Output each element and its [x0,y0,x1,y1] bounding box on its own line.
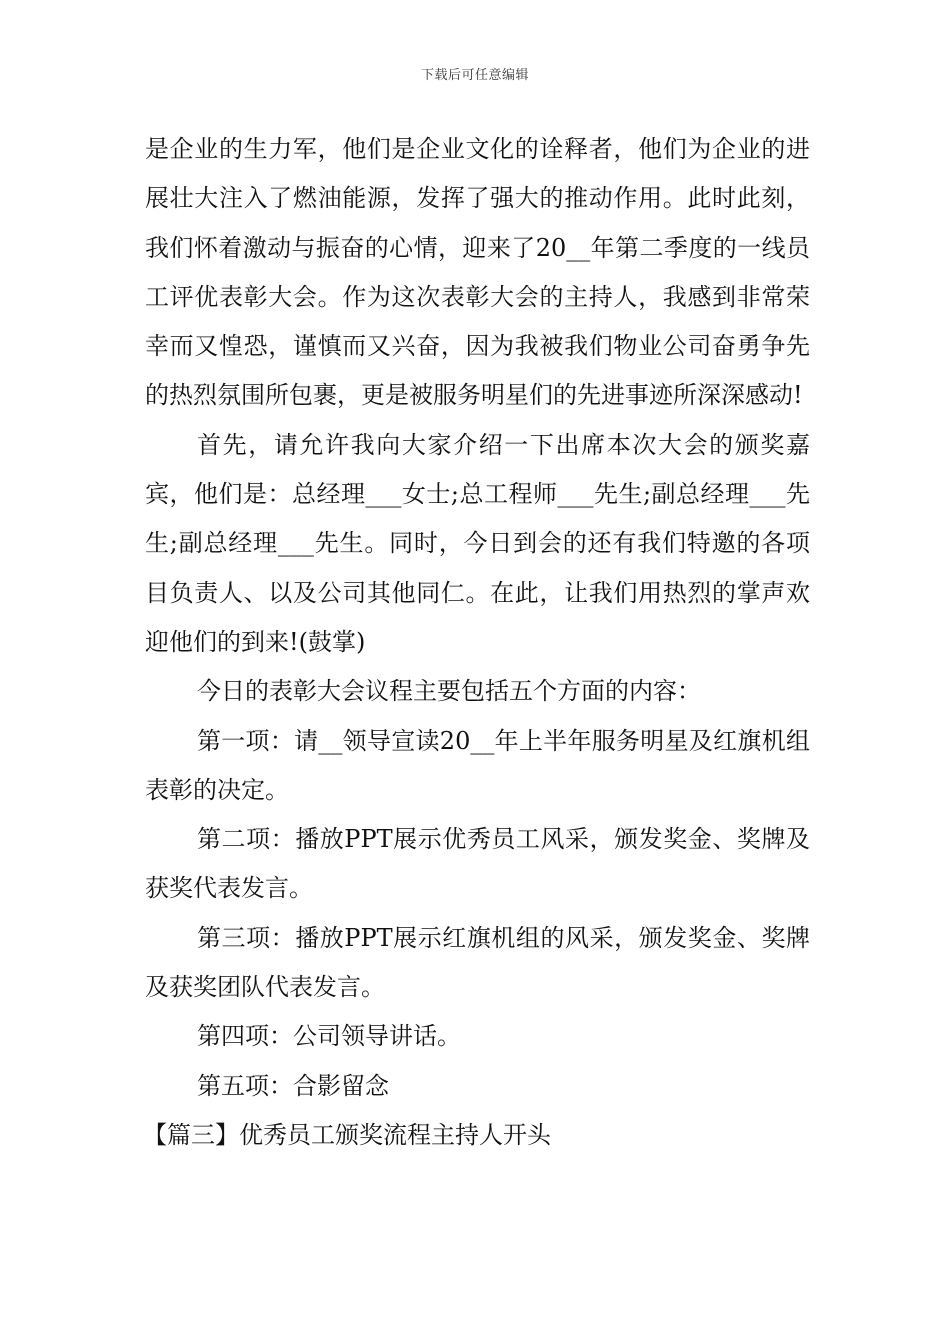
paragraph-intro: 是企业的生力军，他们是企业文化的诠释者，他们为企业的进展壮大注入了燃油能源，发挥了强大的推动作用。此时此刻，我们怀着激动与振奋的心情，迎来了20__年第二季度的一线员工评优表彰大会。作为这次表彰大会的主持人，我感到非常荣幸而又惶恐，谨慎而又兴奋，因为我被我们物业公司奋勇争先的热烈氛围所包裹，更是被服务明星们的先进事迹所深深感动! [145,135,810,410]
paragraph-guests: 首先，请允许我向大家介绍一下出席本次大会的颁奖嘉宾，他们是：总经理___女士;总工程师___先生;副总经理___先生;副总经理___先生。同时，今日到会的还有我们特邀的各项目负责人、以及公司其他同仁。在此，让我们用热烈的掌声欢迎他们的到来!(鼓掌) [145,430,810,656]
agenda-item-5: 第五项：合影留念 [197,1071,389,1100]
agenda-item-1: 第一项：请__领导宣读20__年上半年服务明星及红旗机组表彰的决定。 [145,726,810,804]
agenda-item-4: 第四项：公司领导讲话。 [197,1022,461,1051]
agenda-item-2: 第二项：播放PPT展示优秀员工风采，颁发奖金、奖牌及获奖代表发言。 [145,825,810,903]
document-body [145,125,810,1160]
paragraph-agenda: 今日的表彰大会议程主要包括五个方面的内容： [197,677,701,706]
section-heading: 【篇三】优秀员工颁奖流程主持人开头 [143,1120,551,1149]
page-header: 下载后可任意编辑 [420,68,529,83]
agenda-item-3: 第三项：播放PPT展示红旗机组的风采，颁发奖金、奖牌及获奖团队代表发言。 [145,923,810,1002]
